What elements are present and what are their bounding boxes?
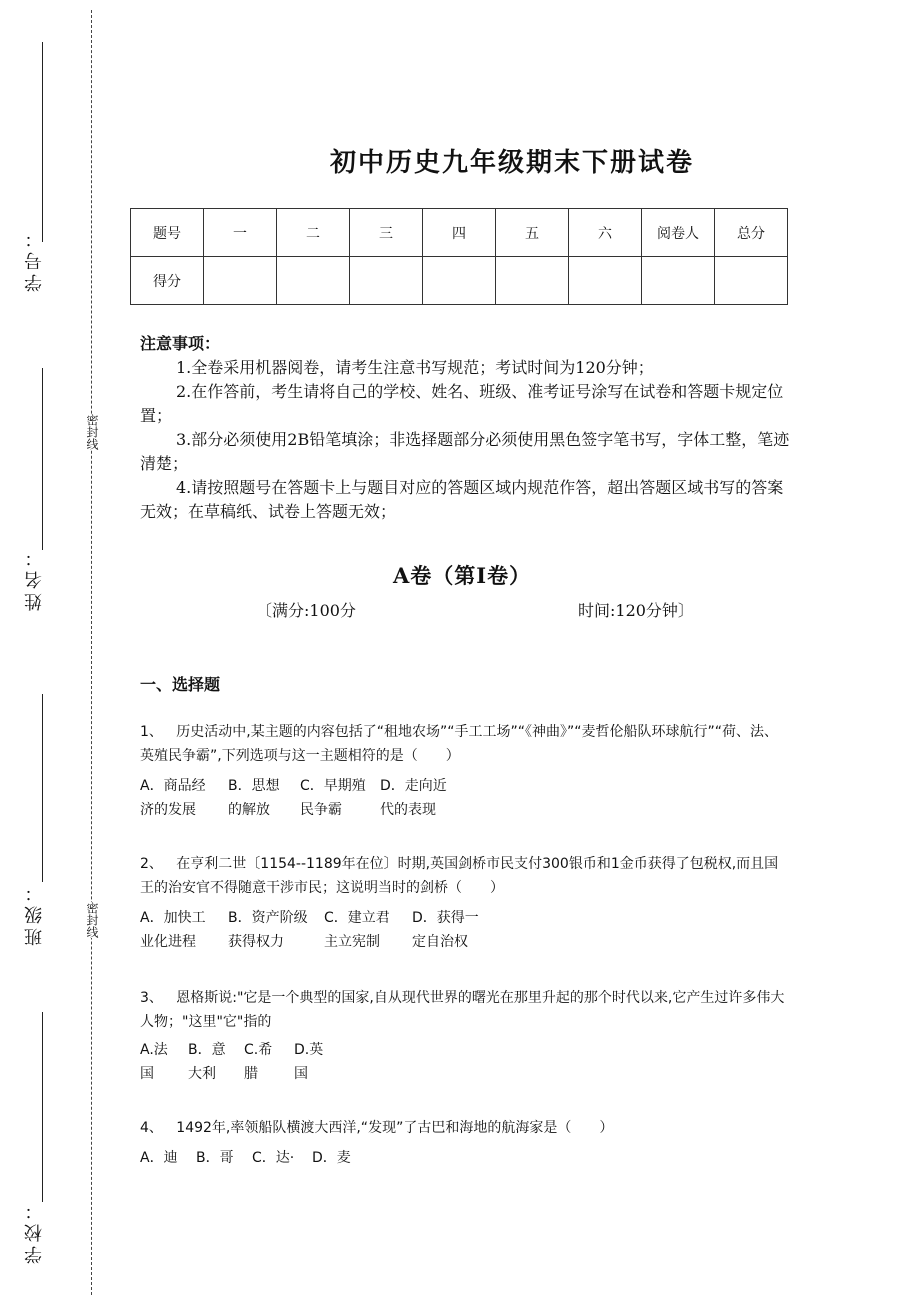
volume-title: A卷（第I卷） [393,563,532,588]
option-b[interactable]: B．哥 [196,1150,234,1166]
page-title: 初中历史九年级期末下册试卷 [330,148,695,178]
score-header-cell: 三 [350,209,423,257]
student-id-line[interactable] [42,42,43,242]
question-2 [140,852,790,900]
score-table-header-row [131,209,788,257]
full-score: 〔满分:100分 [256,601,356,620]
score-header-cell: 六 [569,209,642,257]
question-text: 在亨利二世〔1154--1189年在位〕时期,英国剑桥市民支付300银币和1金币获得了包税权,而且国王的治安官不得随意干涉市民；这说明当时的剑桥（ ） [140,856,779,896]
question-2-options [140,906,540,956]
section-title: 一、选择题 [140,675,221,694]
option-d[interactable]: D.英 国 [294,1042,324,1082]
question-text: 历史活动中,某主题的内容包括了“租地农场”“手工工场”“《神曲》”“麦哲伦船队环球航行”“荷、法、英殖民争霸”,下列选项与这一主题相符的是（ ） [140,724,779,764]
option-b[interactable]: B．意 大利 [188,1042,226,1082]
question-1-options [140,774,540,824]
score-input-cell[interactable] [350,257,423,305]
question-number: 3、 [140,990,163,1006]
exam-notes [140,332,790,524]
score-input-cell[interactable] [277,257,350,305]
option-c[interactable]: C.希 腊 [244,1042,273,1082]
notes-item: 4.请按照题号在答题卡上与题目对应的答题区域内规范作答，超出答题区域书写的答案无效；在草稿纸、试卷上答题无效； [140,478,784,521]
score-header-cell: 一 [204,209,277,257]
question-number: 4、 [140,1120,163,1136]
option-a[interactable]: A.法 国 [140,1042,168,1082]
option-c[interactable]: C．建立君 主立宪制 [324,910,390,950]
score-row-label: 得分 [131,257,204,305]
school-line[interactable] [42,1012,43,1202]
option-b[interactable]: B．思想 的解放 [228,778,280,818]
score-input-cell[interactable] [715,257,788,305]
question-3 [140,986,790,1034]
score-header-cell: 四 [423,209,496,257]
option-d[interactable]: D．走向近 代的表现 [380,778,447,818]
student-id-label: 学号： [24,226,45,292]
question-4-options [140,1146,540,1172]
score-header-cell: 阅卷人 [642,209,715,257]
notes-item: 1.全卷采用机器阅卷，请考生注意书写规范；考试时间为120分钟； [176,358,654,377]
question-text: 恩格斯说:"它是一个典型的国家,自从现代世界的曙光在那里升起的那个时代以来,它产生过许多伟大人物；"这里"它"指的 [140,990,785,1030]
option-a[interactable]: A．加快工 业化进程 [140,910,206,950]
seal-dashed-line [91,10,92,1295]
question-text: 1492年,率领船队横渡大西洋,“发现”了古巴和海地的航海家是（ ） [176,1120,614,1136]
notes-item: 3.部分必须使用2B铅笔填涂；非选择题部分必须使用黑色签字笔书写，字体工整，笔迹清楚； [140,430,790,473]
score-header-cell: 五 [496,209,569,257]
question-number: 2、 [140,856,163,872]
score-header-cell: 题号 [131,209,204,257]
name-line[interactable] [42,368,43,550]
score-input-cell[interactable] [569,257,642,305]
score-input-cell[interactable] [642,257,715,305]
question-1 [140,720,790,768]
notes-item: 2.在作答前，考生请将自己的学校、姓名、班级、准考证号涂写在试卷和答题卡规定位置； [140,382,784,425]
option-d[interactable]: D．获得一 定自治权 [412,910,479,950]
exam-time: 时间:120分钟〕 [578,601,694,620]
score-input-cell[interactable] [204,257,277,305]
score-table [130,208,788,305]
question-number: 1、 [140,724,163,740]
option-a[interactable]: A．迪 [140,1150,178,1166]
notes-heading: 注意事项： [140,334,221,353]
class-line[interactable] [42,694,43,882]
school-label: 学校： [24,1198,45,1264]
score-input-cell[interactable] [496,257,569,305]
class-label: 班级： [24,880,45,946]
option-b[interactable]: B．资产阶级 获得权力 [228,910,308,950]
score-header-cell: 总分 [715,209,788,257]
question-4 [140,1116,790,1140]
score-table-score-row [131,257,788,305]
option-d[interactable]: D．麦 [312,1150,351,1166]
score-input-cell[interactable] [423,257,496,305]
option-c[interactable]: C．达· [252,1150,295,1166]
score-header-cell: 二 [277,209,350,257]
seal-text-upper: 密封线 [85,414,99,450]
seal-text-lower: 密封线 [85,902,99,938]
option-c[interactable]: C．早期殖 民争霸 [300,778,366,818]
name-label: 姓名： [24,545,45,611]
question-3-options [140,1038,540,1088]
option-a[interactable]: A．商品经 济的发展 [140,778,206,818]
